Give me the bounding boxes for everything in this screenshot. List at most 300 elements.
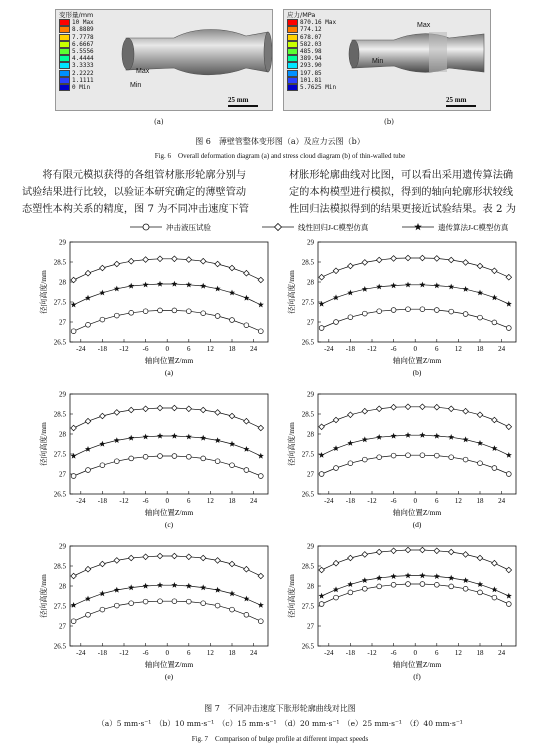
y-tick-label: 29 (59, 390, 66, 399)
data-point-diamond (463, 408, 469, 414)
data-point-diamond (215, 558, 221, 564)
y-tick-label: 27 (59, 470, 66, 479)
data-point-diamond (186, 406, 192, 412)
legend-value: 101.81 (300, 76, 322, 84)
data-point-diamond (477, 263, 483, 269)
legend-value: 1.1111 (72, 76, 94, 84)
data-point-circle (258, 329, 263, 334)
x-tick-label: -6 (142, 497, 149, 505)
scale-label: 25 mm (228, 96, 249, 104)
chart-panel-b (286, 239, 516, 378)
data-point-diamond (362, 260, 368, 266)
legend-value: 10 Max (72, 19, 94, 27)
x-axis-label: 轴向位置Z/mm (144, 660, 194, 669)
data-point-star (362, 577, 368, 583)
data-point-star (200, 283, 206, 289)
data-point-star (114, 437, 120, 443)
y-tick-label: 27.5 (53, 298, 66, 307)
data-point-star (448, 284, 454, 290)
legend-value: 678.07 (300, 33, 322, 41)
data-point-diamond (186, 257, 192, 263)
sublabel: (b) (412, 368, 422, 377)
text-line: 态塑性本构关系的精度，图 7 为不同冲击速度下管 (22, 204, 249, 215)
x-tick-label: 24 (498, 649, 506, 657)
x-tick-label: 6 (187, 649, 191, 657)
data-point-star (405, 572, 411, 578)
data-point-diamond (215, 410, 221, 416)
data-point-circle (143, 599, 148, 604)
data-point-star (319, 593, 325, 599)
text-line: 材胀形轮廓曲线对比图，可以看出采用遗传算法确 (289, 170, 514, 181)
x-tick-label: -24 (324, 649, 334, 657)
legend-value: 3.3333 (72, 62, 94, 70)
data-point-star (258, 602, 264, 608)
y-tick-label: 27 (307, 470, 314, 479)
data-point-star (405, 282, 411, 288)
data-point-circle (244, 468, 249, 473)
data-point-star (99, 290, 105, 296)
data-point-diamond (143, 554, 149, 560)
fig7-caption-en: Fig. 7 Comparison of bulge profile at different impact speeds (191, 735, 369, 743)
data-point-circle (362, 311, 367, 316)
y-tick-label: 28.5 (53, 562, 66, 571)
data-point-diamond (114, 558, 120, 564)
data-point-diamond (229, 561, 235, 567)
data-point-diamond (128, 555, 134, 561)
data-point-star (186, 434, 192, 440)
data-point-circle (478, 315, 483, 320)
data-point-diamond (229, 413, 235, 419)
data-point-diamond (258, 573, 264, 579)
y-tick-label: 27.5 (301, 602, 314, 611)
data-point-circle (391, 308, 396, 313)
x-tick-label: 18 (476, 649, 484, 657)
data-point-star (243, 295, 249, 301)
y-axis-label: 径向高度/mm (39, 574, 48, 618)
data-point-star (391, 282, 397, 288)
data-point-diamond (157, 405, 163, 411)
data-point-circle (158, 454, 163, 459)
stress-contour-tube (284, 10, 490, 110)
data-point-diamond (463, 552, 469, 558)
data-point-star (347, 440, 353, 446)
x-tick-label: 0 (413, 345, 417, 353)
fig7-caption-cn: 图 7 不同冲击速度下胀形轮廓曲线对比图 (204, 704, 356, 713)
data-point-circle (215, 314, 220, 319)
data-point-star (85, 446, 91, 452)
x-tick-label: -18 (345, 345, 356, 353)
data-point-circle (114, 313, 119, 318)
data-point-circle (377, 584, 382, 589)
data-point-diamond (319, 567, 325, 573)
x-tick-label: 12 (454, 345, 462, 353)
data-point-star (99, 441, 105, 447)
data-point-diamond (376, 406, 382, 412)
data-point-circle (420, 307, 425, 312)
data-point-star (171, 582, 177, 588)
fig6-sublabel-b: (b) (384, 118, 394, 126)
legend-value: 389.94 (300, 55, 322, 63)
data-point-star (200, 435, 206, 441)
data-point-circle (406, 453, 411, 458)
y-tick-label: 28.5 (301, 258, 314, 267)
legend-item-genetic (402, 222, 509, 232)
data-point-star (319, 452, 325, 458)
sublabel: (a) (164, 368, 174, 377)
fig7-caption-sub: （a）5 mm·s⁻¹ （b）10 mm·s⁻¹ （c）15 mm·s⁻¹ （d）20 mm·s⁻¹ （e）25 mm·s⁻¹ （f）40 mm·s⁻¹ (97, 719, 463, 728)
legend-item-linear (262, 222, 369, 232)
data-point-circle (258, 619, 263, 624)
data-point-diamond (172, 553, 178, 559)
data-point-diamond (258, 277, 264, 283)
sublabel: (f) (413, 672, 421, 681)
fig6-panel-a (55, 9, 273, 111)
legend-value: 485.98 (300, 48, 322, 56)
data-point-star (333, 586, 339, 592)
data-point-diamond (319, 274, 325, 280)
data-point-star (347, 581, 353, 587)
data-point-diamond (85, 566, 91, 572)
fig7-legend (40, 220, 530, 234)
data-point-circle (71, 474, 76, 479)
y-tick-label: 28 (59, 430, 66, 439)
x-tick-label: 0 (413, 649, 417, 657)
legend-value: 774.12 (300, 26, 322, 34)
data-point-diamond (405, 255, 411, 261)
legend-value: 4.4444 (72, 55, 94, 63)
data-point-circle (143, 309, 148, 314)
data-point-circle (406, 307, 411, 312)
x-tick-label: -24 (324, 345, 334, 353)
data-point-circle (172, 308, 177, 313)
data-point-star (506, 301, 512, 307)
text-line: 试验结果进行比较，以验证本研究确定的薄壁管动 (22, 187, 247, 198)
data-point-star (391, 433, 397, 439)
data-point-diamond (506, 274, 512, 280)
y-tick-label: 29 (307, 542, 314, 551)
data-point-diamond (362, 552, 368, 558)
data-point-diamond (492, 268, 498, 274)
data-point-circle (86, 612, 91, 617)
data-point-star (506, 452, 512, 458)
data-point-diamond (333, 560, 339, 566)
data-point-diamond (244, 418, 250, 424)
data-point-star (243, 446, 249, 452)
legend-value: 870.16 Max (300, 19, 337, 27)
y-tick-label: 28 (59, 278, 66, 287)
scale-label: 25 mm (446, 96, 467, 104)
data-point-circle (158, 308, 163, 313)
data-point-circle (348, 590, 353, 595)
sublabel: (e) (164, 672, 174, 681)
data-point-diamond (229, 265, 235, 271)
x-tick-label: -24 (76, 649, 86, 657)
data-point-circle (434, 308, 439, 313)
legend-value: 8.8889 (72, 26, 94, 34)
data-point-diamond (143, 406, 149, 412)
data-point-circle (463, 586, 468, 591)
data-point-star (243, 596, 249, 602)
data-point-star (229, 590, 235, 596)
chart-panel-f (286, 543, 516, 682)
data-point-diamond (434, 404, 440, 410)
data-point-circle (506, 326, 511, 331)
data-point-star (434, 282, 440, 288)
data-point-star (491, 445, 497, 451)
data-point-diamond (420, 255, 426, 261)
data-point-diamond (492, 560, 498, 566)
max-label: Max (417, 22, 431, 29)
data-point-star (448, 434, 454, 440)
data-point-star (143, 434, 149, 440)
data-point-star (258, 302, 264, 308)
data-point-diamond (157, 256, 163, 262)
data-point-diamond (100, 265, 106, 271)
data-point-star (376, 575, 382, 581)
y-tick-label: 26.5 (53, 490, 66, 499)
legend-value: 0 Min (72, 84, 91, 92)
min-label: Min (130, 82, 142, 89)
data-point-star (419, 432, 425, 438)
data-point-star (114, 587, 120, 593)
data-point-star (391, 573, 397, 579)
y-tick-label: 28.5 (301, 562, 314, 571)
data-point-circle (86, 468, 91, 473)
data-point-circle (463, 457, 468, 462)
data-point-star (477, 440, 483, 446)
x-tick-label: -24 (76, 497, 86, 505)
data-point-diamond (348, 555, 354, 561)
y-tick-label: 27.5 (53, 602, 66, 611)
data-point-diamond (319, 424, 325, 430)
x-tick-label: -6 (390, 345, 397, 353)
fig6-caption-cn: 图 6 薄壁管整体变形图（a）及应力云图（b） (195, 137, 365, 146)
x-tick-label: 0 (165, 649, 169, 657)
data-point-diamond (376, 257, 382, 263)
data-point-circle (478, 461, 483, 466)
data-point-diamond (448, 257, 454, 263)
data-point-star (491, 586, 497, 592)
x-tick-label: 12 (206, 649, 214, 657)
data-point-circle (244, 323, 249, 328)
data-point-circle (348, 315, 353, 320)
data-point-star (128, 283, 134, 289)
x-tick-label: -12 (367, 345, 377, 353)
legend-value: 5.5556 (72, 48, 94, 56)
data-point-diamond (172, 405, 178, 411)
y-axis-label: 径向高度/mm (39, 422, 48, 466)
data-point-circle (319, 472, 324, 477)
plot-frame (318, 546, 516, 646)
legend-label-experiment: 冲击液压试验 (166, 223, 211, 232)
data-point-circle (230, 607, 235, 612)
legend-title: 变形量/mm (59, 11, 94, 19)
data-point-diamond (85, 270, 91, 276)
x-tick-label: 12 (206, 345, 214, 353)
data-point-diamond (114, 261, 120, 267)
data-point-star (448, 575, 454, 581)
data-point-diamond (376, 549, 382, 555)
data-point-circle (158, 599, 163, 604)
data-point-diamond (348, 263, 354, 269)
data-point-circle (186, 309, 191, 314)
data-point-circle (377, 309, 382, 314)
data-point-star (362, 286, 368, 292)
legend-value: 2.2222 (72, 69, 94, 77)
data-point-circle (114, 603, 119, 608)
x-tick-label: 18 (228, 497, 236, 505)
data-point-circle (129, 310, 134, 315)
data-point-diamond (215, 261, 221, 267)
data-point-diamond (506, 424, 512, 430)
data-point-star (128, 435, 134, 441)
data-point-star (215, 587, 221, 593)
chart-panel-e (38, 543, 268, 682)
legend-value: 582.03 (300, 40, 322, 48)
data-point-star (491, 294, 497, 300)
data-point-diamond (448, 549, 454, 555)
data-point-diamond (420, 547, 426, 553)
data-point-circle (506, 472, 511, 477)
y-tick-label: 29 (59, 238, 66, 247)
data-point-diamond (157, 553, 163, 559)
data-point-circle (334, 466, 339, 471)
data-point-circle (100, 317, 105, 322)
x-tick-label: -18 (97, 345, 108, 353)
y-tick-label: 26.5 (301, 642, 314, 651)
data-point-star (128, 584, 134, 590)
x-tick-label: -24 (324, 497, 334, 505)
data-point-circle (434, 582, 439, 587)
x-tick-label: -6 (390, 497, 397, 505)
y-tick-label: 26.5 (53, 338, 66, 347)
x-tick-label: 24 (250, 497, 258, 505)
x-tick-label: -18 (97, 497, 108, 505)
data-point-star (157, 281, 163, 287)
data-point-star (419, 282, 425, 288)
data-point-circle (172, 454, 177, 459)
data-point-star (463, 286, 469, 292)
legend-value: 6.6667 (72, 40, 94, 48)
data-point-star (434, 433, 440, 439)
data-point-circle (391, 453, 396, 458)
data-point-star (419, 572, 425, 578)
data-point-circle (114, 459, 119, 464)
data-point-circle (492, 595, 497, 600)
data-point-circle (244, 612, 249, 617)
data-point-diamond (405, 404, 411, 410)
x-tick-label: -18 (345, 649, 356, 657)
data-point-star (186, 282, 192, 288)
data-point-circle (129, 601, 134, 606)
data-point-circle (71, 329, 76, 334)
x-axis-label: 轴向位置Z/mm (144, 508, 194, 517)
x-tick-label: -12 (367, 497, 377, 505)
deformation-contour-tube (56, 10, 272, 110)
chart-panel-c (38, 391, 268, 530)
data-point-diamond (391, 548, 397, 554)
series-line (74, 436, 261, 456)
data-point-circle (230, 463, 235, 468)
data-point-star (215, 286, 221, 292)
y-tick-label: 28.5 (301, 410, 314, 419)
y-tick-label: 26.5 (53, 642, 66, 651)
x-tick-label: 18 (228, 649, 236, 657)
x-tick-label: -12 (367, 649, 377, 657)
y-tick-label: 27.5 (301, 298, 314, 307)
fig6-panel-b (283, 9, 491, 111)
data-point-diamond (128, 258, 134, 264)
fig7-charts (0, 234, 560, 704)
y-tick-label: 28 (307, 278, 314, 287)
x-tick-label: -24 (76, 345, 86, 353)
data-point-star (258, 453, 264, 459)
x-tick-label: 0 (165, 345, 169, 353)
data-point-diamond (114, 410, 120, 416)
data-point-circle (86, 322, 91, 327)
data-point-star (85, 295, 91, 301)
data-point-circle (492, 466, 497, 471)
data-point-diamond (244, 270, 250, 276)
data-point-diamond (143, 257, 149, 263)
sublabel: (c) (164, 520, 174, 529)
data-point-circle (463, 312, 468, 317)
x-tick-label: -12 (119, 649, 129, 657)
data-point-diamond (200, 555, 206, 561)
x-tick-label: -6 (142, 649, 149, 657)
x-axis-label: 轴向位置Z/mm (144, 356, 194, 365)
data-point-diamond (434, 548, 440, 554)
min-label: Min (372, 58, 384, 65)
data-point-diamond (477, 555, 483, 561)
data-point-diamond (71, 425, 77, 431)
y-tick-label: 27 (59, 622, 66, 631)
x-tick-label: 24 (498, 497, 506, 505)
data-point-star (171, 281, 177, 287)
data-point-circle (334, 595, 339, 600)
data-point-star (333, 294, 339, 300)
data-point-star (333, 445, 339, 451)
data-point-circle (215, 459, 220, 464)
legend-value: 293.90 (300, 62, 322, 70)
data-point-circle (71, 619, 76, 624)
data-point-star (171, 433, 177, 439)
data-point-star (71, 453, 77, 459)
data-point-diamond (348, 412, 354, 418)
scale-bar (228, 105, 258, 107)
x-tick-label: 6 (435, 345, 439, 353)
legend-label-linear: 线性回归J-C模型仿真 (298, 223, 369, 232)
data-point-circle (230, 318, 235, 323)
data-point-circle (420, 582, 425, 587)
y-tick-label: 28.5 (53, 258, 66, 267)
y-tick-label: 28 (307, 430, 314, 439)
data-point-circle (319, 326, 324, 331)
y-tick-label: 29 (307, 390, 314, 399)
chart-panel-d (286, 391, 516, 530)
chart-panel-a (38, 239, 268, 378)
data-point-diamond (333, 268, 339, 274)
legend-value: 197.85 (300, 69, 322, 77)
data-point-diamond (258, 425, 264, 431)
data-point-circle (478, 590, 483, 595)
data-point-diamond (200, 407, 206, 413)
data-point-star (463, 436, 469, 442)
data-point-circle (420, 453, 425, 458)
x-tick-label: 18 (476, 345, 484, 353)
max-label: Max (136, 68, 150, 75)
x-tick-label: 24 (250, 345, 258, 353)
